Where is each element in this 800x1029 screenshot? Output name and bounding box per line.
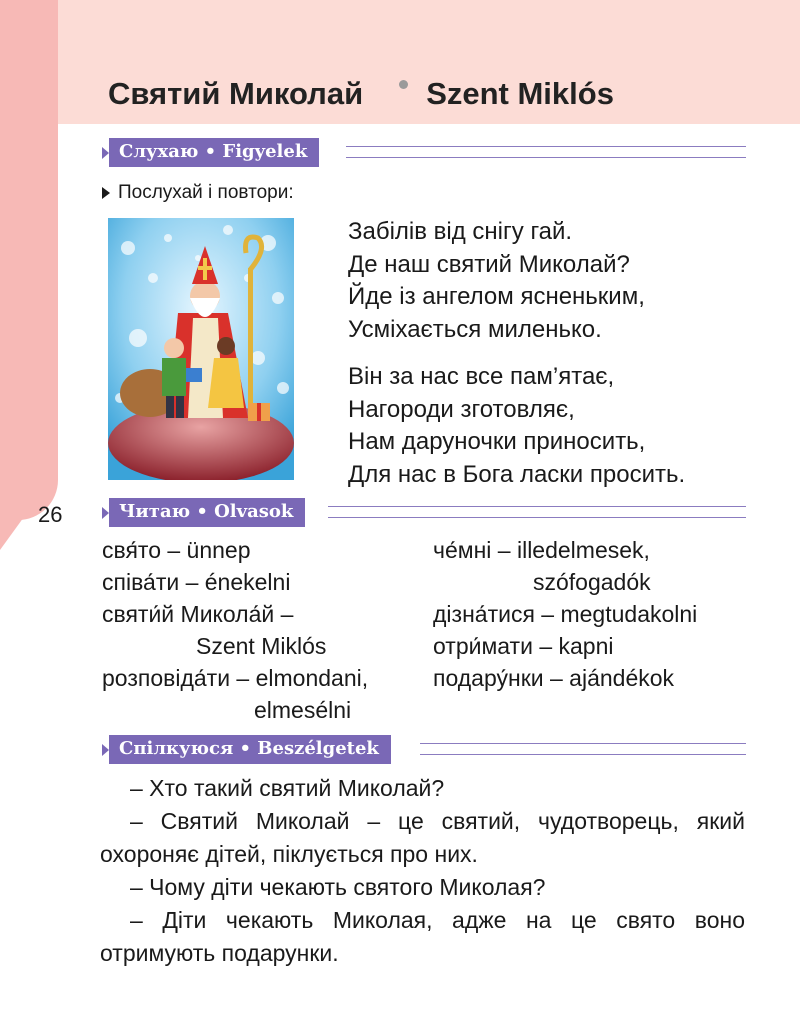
- section-label-read: Читаю • Olvasok: [109, 498, 305, 527]
- vocab-entry-continued: szófogadók: [533, 569, 651, 595]
- section-arrow-icon: [102, 507, 109, 519]
- section-arrow-icon: [102, 147, 109, 159]
- section-label-listen: Слухаю • Figyelek: [109, 138, 319, 167]
- title-separator-dot: [399, 80, 408, 89]
- section-rule: [420, 743, 746, 755]
- title-hungarian: Szent Miklós: [426, 76, 614, 111]
- poem-line: Нагороди зготовляє,: [348, 395, 575, 423]
- vocab-entry: свя́то – ünnep: [102, 537, 251, 563]
- title-ukrainian: Святий Миколай: [108, 76, 364, 111]
- section-header-read: [102, 498, 305, 527]
- instruction: [102, 182, 294, 204]
- vocab-entry: че́мні – illedelmesek,: [433, 537, 650, 563]
- page-number: 26: [38, 502, 63, 527]
- vocab-entry-continued: Szent Miklós: [196, 633, 327, 659]
- poem-stanza-1: [348, 216, 645, 346]
- section-label-talk: Спілкуюся • Beszélgetek: [109, 735, 391, 764]
- section-header-talk: [102, 735, 391, 764]
- poem-line: Усміхається миленько.: [348, 315, 602, 343]
- vocab-entry: дізна́тися – megtudakolni: [433, 601, 698, 627]
- dialogue-line: – Хто такий святий Миколай?: [130, 775, 445, 801]
- dialogue-line: – Діти чекають Миколая, адже на це свято воно отримують подарунки.: [100, 907, 745, 966]
- poem-line: Він за нас все пам’ятає,: [348, 363, 615, 390]
- dialogue-line: – Святий Миколай – це святий, чудотворець, який охороняє дітей, піклується про них.: [100, 808, 745, 867]
- vocab-entry: святи́й Микола́й –: [102, 601, 294, 627]
- poem-line: Забілів від снігу гай.: [348, 218, 573, 245]
- dialogue-line: – Чому діти чекають святого Миколая?: [130, 874, 546, 900]
- vocab-entry: подару́нки – ajándékok: [433, 665, 675, 691]
- section-rule: [346, 146, 746, 158]
- vocab-entry: розповіда́ти – elmondani,: [102, 665, 369, 691]
- saint-nicholas-illustration: [108, 218, 294, 480]
- page-title: [108, 76, 614, 112]
- poem-line: Для нас в Бога ласки просить.: [348, 460, 686, 488]
- dialogue: [100, 772, 745, 970]
- poem-stanza-2: [348, 361, 685, 491]
- section-rule: [328, 506, 746, 518]
- vocab-entry-continued: elmesélni: [254, 697, 352, 723]
- poem-line: Йде із ангелом ясненьким,: [348, 283, 645, 310]
- vocab-column-right: [433, 534, 697, 694]
- vocab-entry: співа́ти – énekelni: [102, 569, 291, 595]
- vocab-entry: отри́мати – kapni: [433, 633, 614, 659]
- bullet-triangle-icon: [102, 187, 110, 199]
- page-edge-tab: [0, 0, 58, 520]
- vocab-column-left: [102, 534, 368, 726]
- section-arrow-icon: [102, 744, 109, 756]
- poem-line: Де наш святий Миколай?: [348, 250, 630, 278]
- poem-line: Нам даруночки приносить,: [348, 428, 646, 455]
- section-header-listen: [102, 138, 319, 167]
- instruction-text: Послухай і повтори:: [118, 182, 294, 203]
